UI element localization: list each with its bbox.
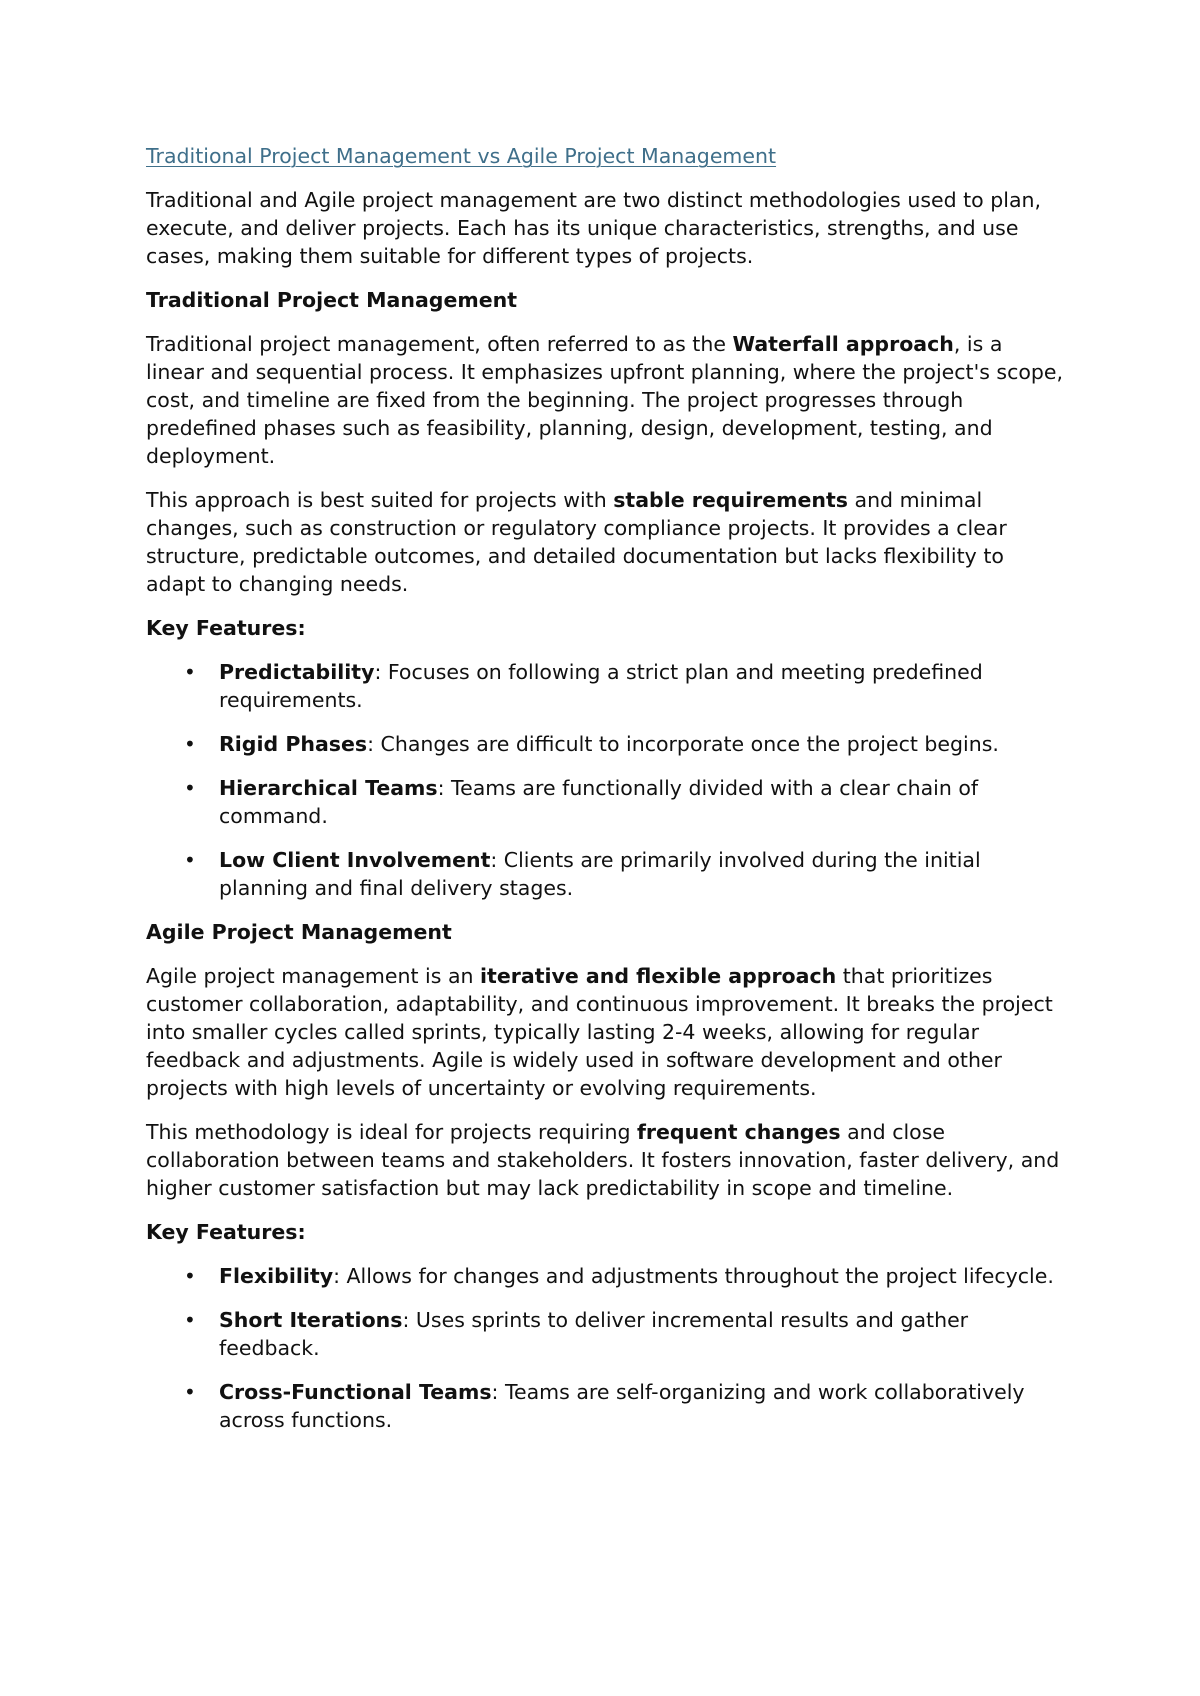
bold-term: Waterfall approach (732, 332, 954, 356)
list-item (146, 774, 1066, 830)
feature-description: : Focuses on following a strict plan and meeting predefined requirements. (219, 660, 983, 712)
bullet-icon: • (184, 660, 196, 684)
traditional-paragraph-1 (146, 330, 1066, 470)
feature-term: Flexibility (219, 1264, 334, 1288)
feature-description: : Uses sprints to deliver incremental results and gather feedback. (219, 1308, 969, 1360)
feature-term: Cross-Functional Teams (219, 1380, 492, 1404)
document-title-link[interactable]: Traditional Project Management vs Agile Project Management (146, 144, 777, 168)
traditional-features-list (146, 658, 1066, 902)
bullet-icon: • (184, 1308, 196, 1332)
bold-term: iterative and flexible approach (480, 964, 837, 988)
traditional-heading: Traditional Project Management (146, 288, 518, 312)
list-item (146, 1378, 1066, 1434)
feature-description: : Teams are self-organizing and work collaboratively across functions. (219, 1380, 1025, 1432)
text-run: and close collaboration between teams and stakeholders. It fosters innovation, faster delivery, and higher customer satisfaction but may lack predictability in scope and timeline. (146, 1120, 1060, 1200)
feature-description: : Clients are primarily involved during the initial planning and final delivery stages. (219, 848, 981, 900)
traditional-features-heading: Key Features: (146, 616, 306, 640)
intro-paragraph: Traditional and Agile project management are two distinct methodologies used to plan, execute, and deliver projects. Each has its unique characteristics, strengths, and use cases, making them suitable for different types of projects. (146, 188, 1042, 268)
bullet-icon: • (184, 1380, 196, 1404)
text-run: This approach is best suited for projects with (146, 488, 614, 512)
list-item (146, 1262, 1066, 1290)
agile-features-heading: Key Features: (146, 1220, 306, 1244)
text-run: , is a linear and sequential process. It emphasizes upfront planning, where the project's scope, cost, and timeline are fixed from the beginning. The project progresses through predefined phases such as feasibility, planning, design, development, testing, and deployment. (146, 332, 1064, 468)
list-item (146, 730, 1066, 758)
feature-term: Low Client Involvement (219, 848, 491, 872)
text-run: Agile project management is an (146, 964, 481, 988)
list-item (146, 846, 1066, 902)
bold-term: stable requirements (613, 488, 848, 512)
bold-term: frequent changes (637, 1120, 841, 1144)
document-page (146, 142, 1066, 1450)
bullet-icon: • (184, 732, 196, 756)
agile-features-list (146, 1262, 1066, 1434)
feature-description: : Teams are functionally divided with a clear chain of command. (219, 776, 979, 828)
list-item (146, 658, 1066, 714)
bullet-icon: • (184, 776, 196, 800)
agile-paragraph-2 (146, 1118, 1066, 1202)
feature-term: Predictability (219, 660, 375, 684)
list-item (146, 1306, 1066, 1362)
feature-description: : Changes are difficult to incorporate once the project begins. (367, 732, 999, 756)
feature-term: Hierarchical Teams (219, 776, 438, 800)
traditional-paragraph-2 (146, 486, 1066, 598)
feature-term: Rigid Phases (219, 732, 368, 756)
text-run: Traditional project management, often referred to as the (146, 332, 733, 356)
text-run: that prioritizes customer collaboration, adaptability, and continuous improvement. It breaks the project into smaller cycles called sprints, typically lasting 2-4 weeks, allowing for regular feedback and adjustments. Agile is widely used in software development and other projects with high levels of uncertainty or evolving requirements. (146, 964, 1053, 1100)
agile-paragraph-1 (146, 962, 1066, 1102)
feature-description: : Allows for changes and adjustments throughout the project lifecycle. (333, 1264, 1054, 1288)
text-run: and minimal changes, such as construction or regulatory compliance projects. It provides a clear structure, predictable outcomes, and detailed documentation but lacks flexibility to adapt to changing needs. (146, 488, 1007, 596)
feature-term: Short Iterations (219, 1308, 403, 1332)
bullet-icon: • (184, 848, 196, 872)
agile-heading: Agile Project Management (146, 920, 452, 944)
bullet-icon: • (184, 1264, 196, 1288)
text-run: This methodology is ideal for projects requiring (146, 1120, 637, 1144)
